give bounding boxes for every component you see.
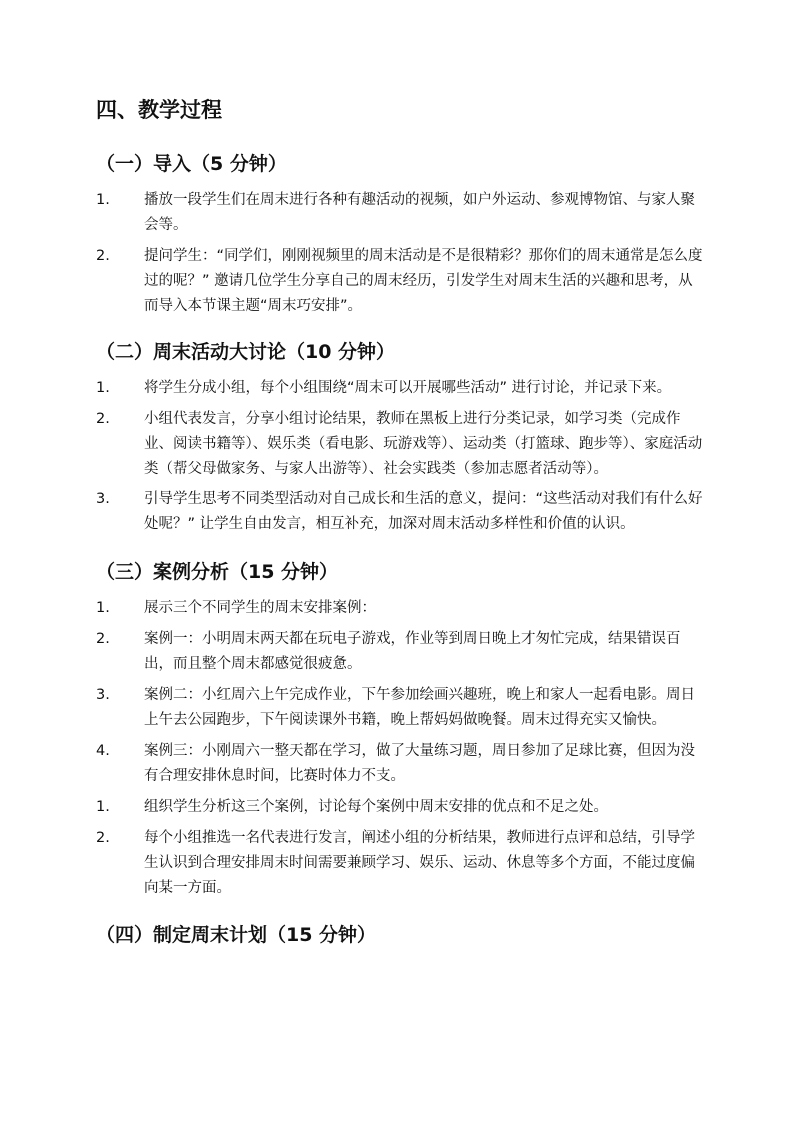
list-text: 案例二：小红周六上午完成作业，下午参加绘画兴趣班，晚上和家人一起看电影。周日上午去公园跑步，下午阅读课外书籍，晚上帮妈妈做晚餐。周末过得充实又愉快。 (144, 687, 695, 728)
list-number: 1. (96, 192, 110, 208)
list-number: 2. (96, 248, 110, 264)
list-text: 案例一：小明周末两天都在玩电子游戏，作业等到周日晚上才匆忙完成，结果错误百出，而且整个周末都感觉很疲惫。 (144, 631, 681, 672)
section-title: （四）制定周末计划（15 分钟） (96, 924, 377, 946)
list-text: 组织学生分析这三个案例，讨论每个案例中周末安排的优点和不足之处。 (144, 799, 608, 815)
list-number: 4. (96, 743, 110, 759)
list-text: 提问学生：“同学们，刚刚视频里的周末活动是不是很精彩？那你们的周末通常是怎么度过的呢？” 邀请几位学生分享自己的周末经历，引发学生对周末生活的兴趣和思考，从而导入本节课主题“周末巧安排”。 (144, 248, 703, 314)
list-text: 将学生分成小组，每个小组围绕“周末可以开展哪些活动” 进行讨论，并记录下来。 (144, 380, 672, 396)
section-title: （二）周末活动大讨论（10 分钟） (96, 341, 396, 363)
doc-heading: 四、教学过程 (96, 98, 222, 122)
list-number: 2. (96, 631, 110, 647)
list-number: 3. (96, 491, 110, 507)
list-text: 每个小组推选一名代表进行发言，阐述小组的分析结果，教师进行点评和总结，引导学生认识到合理安排周末时间需要兼顾学习、娱乐、运动、休息等多个方面，不能过度偏向某一方面。 (144, 830, 695, 896)
list-text: 引导学生思考不同类型活动对自己成长和生活的意义，提问：“这些活动对我们有什么好处呢？” 让学生自由发言，相互补充，加深对周末活动多样性和价值的认识。 (144, 491, 703, 532)
list-text: 展示三个不同学生的周末安排案例： (144, 600, 376, 616)
list-text: 小组代表发言，分享小组讨论结果，教师在黑板上进行分类记录，如学习类（完成作业、阅读书籍等）、娱乐类（看电影、玩游戏等）、运动类（打篮球、跑步等）、家庭活动类（帮父母做家务、与家人出游等）、社会实践类（参加志愿者活动等）。 (144, 411, 703, 477)
list-number: 3. (96, 687, 110, 703)
section-title: （三）案例分析（15 分钟） (96, 561, 339, 583)
section-title: （一）导入（5 分钟） (96, 153, 287, 175)
list-text: 播放一段学生们在周末进行各种有趣活动的视频，如户外运动、参观博物馆、与家人聚会等。 (144, 192, 695, 233)
list-number: 2. (96, 830, 110, 846)
list-number: 1. (96, 799, 110, 815)
list-text: 案例三：小刚周六一整天都在学习，做了大量练习题，周日参加了足球比赛，但因为没有合理安排休息时间，比赛时体力不支。 (144, 743, 695, 784)
list-number: 1. (96, 600, 110, 616)
list-number: 1. (96, 380, 110, 396)
list-number: 2. (96, 411, 110, 427)
